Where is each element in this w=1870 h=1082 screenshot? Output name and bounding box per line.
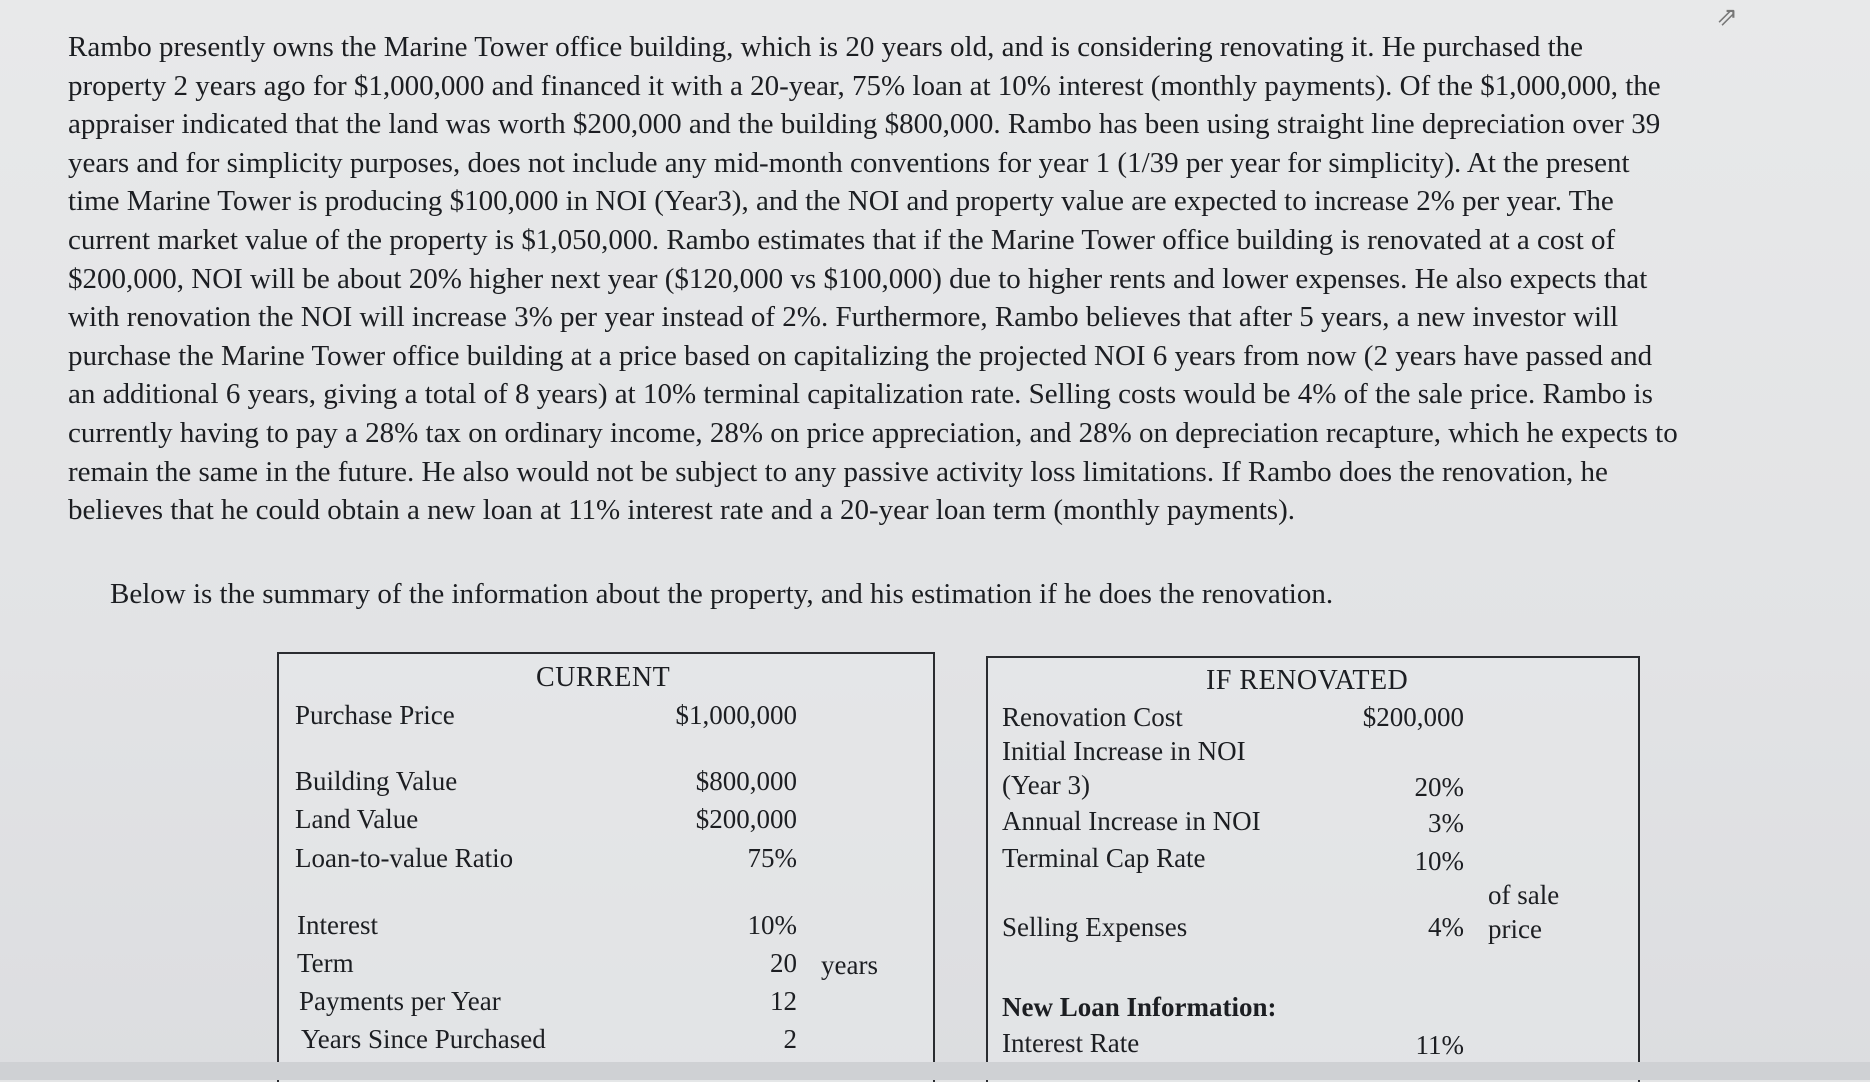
renovation-cost-label: Renovation Cost	[1002, 702, 1183, 732]
land-value-value: $200,000	[695, 804, 797, 834]
initial-increase-label: Initial Increase in NOI	[1002, 736, 1246, 766]
paragraph-line: current market value of the property is $1,050,000. Rambo estimates that if the Marine Tower office building is renovated at a cost of	[68, 223, 1616, 256]
building-value-value: $800,000	[695, 766, 797, 796]
selling-expenses-value: 4%	[1428, 912, 1464, 942]
summary-sentence: Below is the summary of the information about the property, and his estimation if he does the renovation.	[110, 578, 1334, 610]
paragraph-line: $200,000, NOI will be about 20% higher next year ($120,000 vs $100,000) due to higher rents and lower expenses. He also expects that	[68, 262, 1648, 295]
renovated-table	[986, 656, 1640, 1082]
annual-increase-value: 3%	[1428, 808, 1464, 838]
term-unit: years	[821, 950, 878, 980]
payments-per-year-value: 12	[770, 986, 797, 1016]
paragraph-line: with renovation the NOI will increase 3% per year instead of 2%. Furthermore, Rambo believes that after 5 years, a new investor will	[68, 301, 1619, 334]
selling-unit-line2: price	[1488, 914, 1542, 944]
interest-value: 10%	[747, 910, 797, 940]
annual-increase-label: Annual Increase in NOI	[1002, 806, 1261, 836]
building-value-label: Building Value	[295, 766, 458, 796]
payments-per-year-label: Payments per Year	[299, 986, 501, 1016]
interest-label: Interest	[297, 910, 378, 940]
terminal-cap-label: Terminal Cap Rate	[1002, 843, 1206, 873]
mouse-cursor-icon: ⇗	[1716, 2, 1738, 32]
initial-increase-value: 20%	[1414, 772, 1464, 802]
renovated-heading: IF RENOVATED	[1206, 665, 1409, 696]
purchase-price-value: $1,000,000	[675, 700, 797, 730]
paragraph-line: property 2 years ago for $1,000,000 and financed it with a 20-year, 75% loan at 10% interest (monthly payments). Of the $1,000,000, the	[68, 69, 1661, 102]
selling-expenses-label: Selling Expenses	[1002, 912, 1188, 942]
ltv-label: Loan-to-value Ratio	[295, 843, 514, 873]
paragraph-line: purchase the Marine Tower office building at a price based on capitalizing the projected NOI 6 years from now (2 years have passed and	[68, 339, 1653, 372]
problem-paragraph	[68, 28, 1838, 530]
paragraph-line: Rambo presently owns the Marine Tower office building, which is 20 years old, and is considering renovating it. He purchased the	[68, 31, 1584, 63]
years-since-purchased-label: Years Since Purchased	[301, 1024, 546, 1054]
ltv-value: 75%	[747, 843, 797, 873]
screen-bottom-edge	[0, 1062, 1870, 1080]
paragraph-line: believes that he could obtain a new loan at 11% interest rate and a 20-year loan term (monthly payments).	[68, 494, 1295, 527]
paragraph-line: time Marine Tower is producing $100,000 in NOI (Year3), and the NOI and property value are expected to increase 2% per year. The	[68, 185, 1614, 218]
renovation-cost-value: $200,000	[1362, 702, 1464, 732]
years-since-purchased-value: 2	[783, 1024, 797, 1054]
purchase-price-label: Purchase Price	[295, 700, 455, 730]
new-loan-heading: New Loan Information:	[1002, 992, 1277, 1022]
paragraph-line: appraiser indicated that the land was worth $200,000 and the building $800,000. Rambo has been using straight line depreciation over 39	[68, 108, 1661, 141]
new-interest-label: Interest Rate	[1002, 1028, 1140, 1058]
current-table	[277, 652, 935, 1082]
terminal-cap-value: 10%	[1414, 846, 1464, 876]
initial-increase-year-label: (Year 3)	[1002, 770, 1090, 800]
term-value: 20	[770, 948, 797, 978]
land-value-label: Land Value	[295, 804, 419, 834]
paragraph-line: years and for simplicity purposes, does not include any mid-month conventions for year 1 (1/39 per year for simplicity). At the present	[68, 146, 1630, 179]
paragraph-line: remain the same in the future. He also would not be subject to any passive activity loss limitations. If Rambo does the renovation, he	[68, 455, 1608, 488]
new-interest-value: 11%	[1415, 1030, 1464, 1060]
paragraph-line: an additional 6 years, giving a total of 8 years) at 10% terminal capitalization rate. Selling costs would be 4% of the sale price. Rambo is	[68, 378, 1653, 411]
selling-unit-line1: of sale	[1488, 880, 1560, 910]
current-heading: CURRENT	[536, 662, 671, 693]
paragraph-line: currently having to pay a 28% tax on ordinary income, 28% on price appreciation, and 28% on depreciation recapture, which he expects to	[68, 416, 1678, 449]
term-label: Term	[297, 948, 354, 978]
